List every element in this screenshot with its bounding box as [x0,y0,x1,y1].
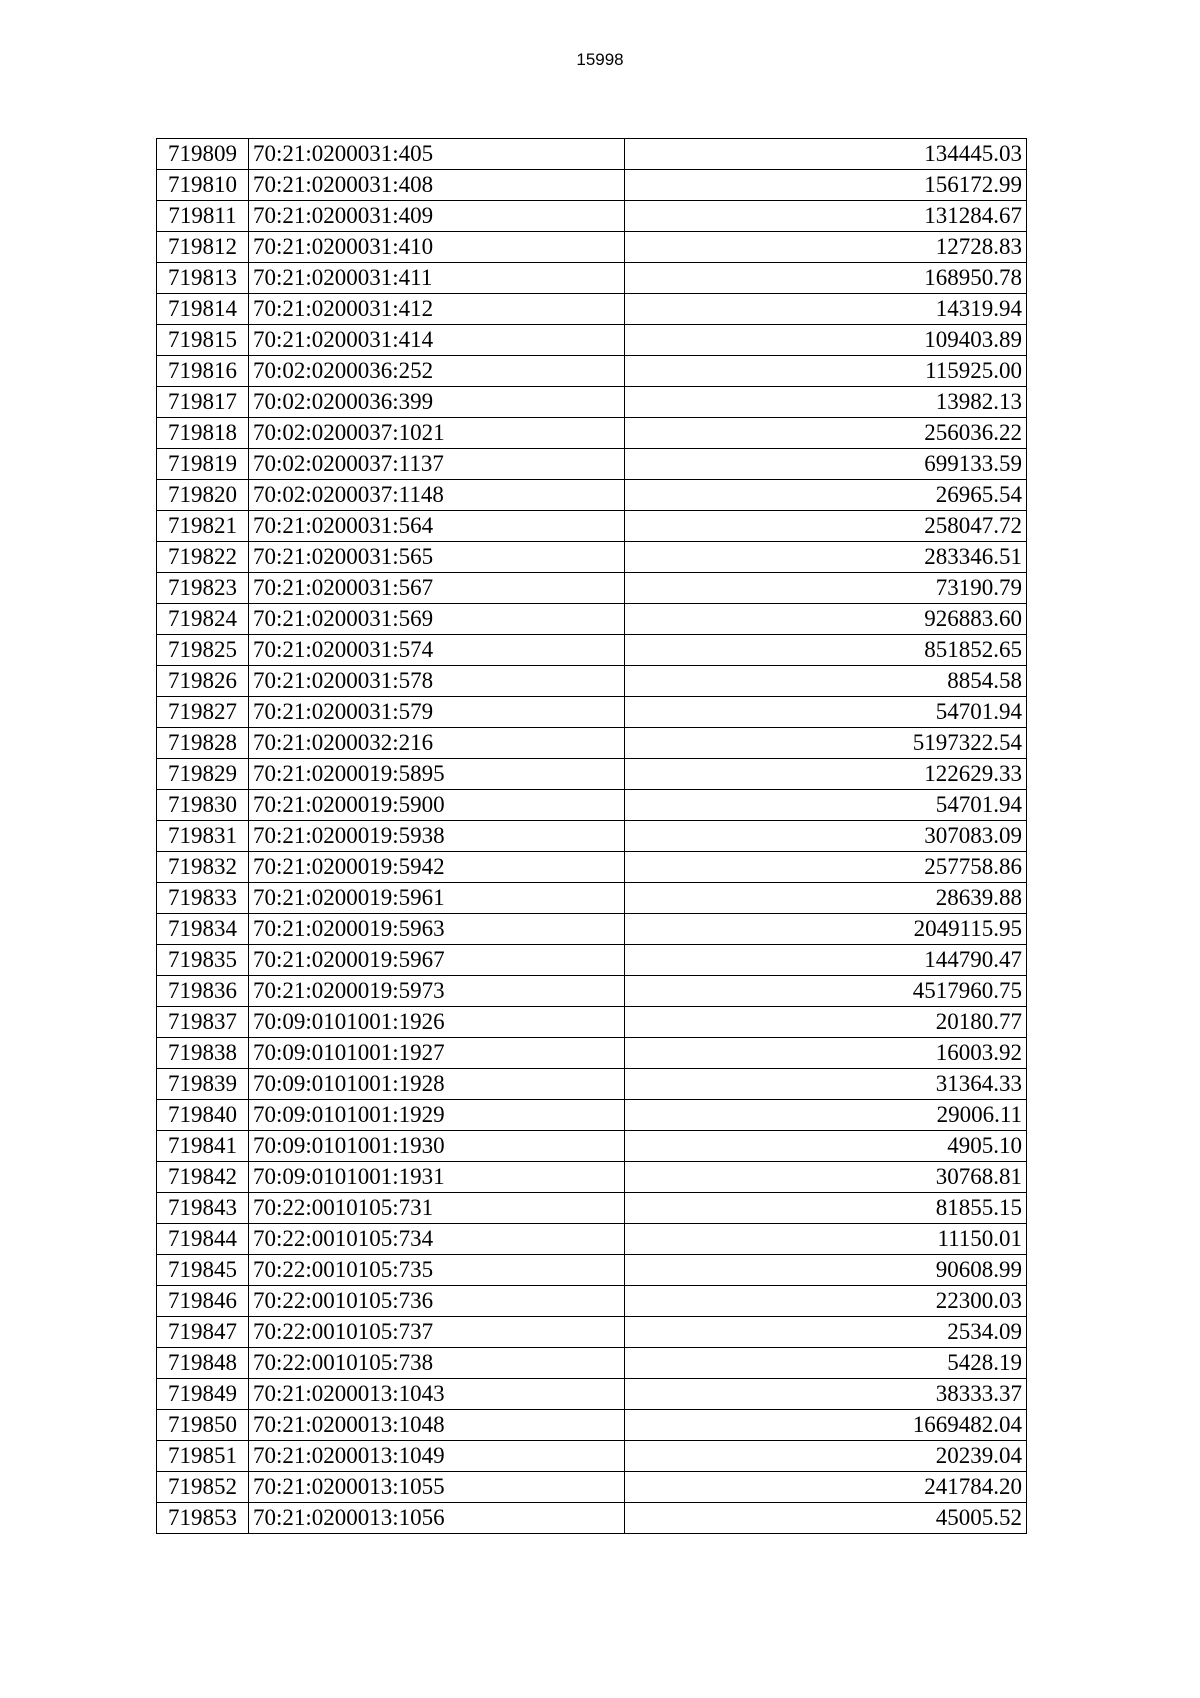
row-id-cell: 719846 [157,1286,249,1317]
cadastral-value-cell: 144790.47 [625,945,1027,976]
table-row [157,573,1027,604]
table-row [157,1224,1027,1255]
table-row [157,1255,1027,1286]
row-id-cell: 719847 [157,1317,249,1348]
table-row [157,1379,1027,1410]
table-row [157,480,1027,511]
cadastral-number-cell: 70:21:0200031:408 [249,170,625,201]
row-id-cell: 719848 [157,1348,249,1379]
cadastral-number-cell: 70:21:0200031:569 [249,604,625,635]
cadastral-value-cell: 5428.19 [625,1348,1027,1379]
cadastral-value-cell: 699133.59 [625,449,1027,480]
cadastral-value-cell: 45005.52 [625,1503,1027,1534]
cadastral-value-cell: 168950.78 [625,263,1027,294]
row-id-cell: 719853 [157,1503,249,1534]
row-id-cell: 719845 [157,1255,249,1286]
cadastral-number-cell: 70:21:0200031:567 [249,573,625,604]
cadastral-number-cell: 70:22:0010105:736 [249,1286,625,1317]
table-row [157,976,1027,1007]
row-id-cell: 719850 [157,1410,249,1441]
row-id-cell: 719829 [157,759,249,790]
cadastral-number-cell: 70:21:0200031:410 [249,232,625,263]
row-id-cell: 719834 [157,914,249,945]
table-row [157,1162,1027,1193]
cadastral-number-cell: 70:02:0200037:1021 [249,418,625,449]
cadastral-value-cell: 11150.01 [625,1224,1027,1255]
table-row [157,697,1027,728]
row-id-cell: 719832 [157,852,249,883]
cadastral-number-cell: 70:09:0101001:1930 [249,1131,625,1162]
cadastral-value-cell: 4517960.75 [625,976,1027,1007]
cadastral-number-cell: 70:21:0200019:5900 [249,790,625,821]
table-body [157,139,1027,1534]
table-row [157,1286,1027,1317]
row-id-cell: 719812 [157,232,249,263]
cadastral-number-cell: 70:21:0200013:1055 [249,1472,625,1503]
cadastral-value-table-container [156,138,1026,1534]
cadastral-number-cell: 70:21:0200031:412 [249,294,625,325]
row-id-cell: 719809 [157,139,249,170]
cadastral-value-cell: 29006.11 [625,1100,1027,1131]
row-id-cell: 719823 [157,573,249,604]
cadastral-value-cell: 54701.94 [625,790,1027,821]
cadastral-value-cell: 156172.99 [625,170,1027,201]
cadastral-value-cell: 73190.79 [625,573,1027,604]
cadastral-number-cell: 70:21:0200032:216 [249,728,625,759]
row-id-cell: 719814 [157,294,249,325]
table-row [157,263,1027,294]
table-row [157,1100,1027,1131]
cadastral-number-cell: 70:22:0010105:735 [249,1255,625,1286]
cadastral-value-cell: 4905.10 [625,1131,1027,1162]
cadastral-value-cell: 241784.20 [625,1472,1027,1503]
cadastral-value-cell: 926883.60 [625,604,1027,635]
cadastral-value-cell: 283346.51 [625,542,1027,573]
row-id-cell: 719843 [157,1193,249,1224]
row-id-cell: 719827 [157,697,249,728]
cadastral-number-cell: 70:09:0101001:1928 [249,1069,625,1100]
row-id-cell: 719826 [157,666,249,697]
row-id-cell: 719842 [157,1162,249,1193]
row-id-cell: 719824 [157,604,249,635]
row-id-cell: 719851 [157,1441,249,1472]
cadastral-number-cell: 70:21:0200031:578 [249,666,625,697]
table-row [157,1069,1027,1100]
cadastral-value-cell: 122629.33 [625,759,1027,790]
table-row [157,1007,1027,1038]
cadastral-number-cell: 70:21:0200031:409 [249,201,625,232]
row-id-cell: 719849 [157,1379,249,1410]
cadastral-number-cell: 70:21:0200031:411 [249,263,625,294]
cadastral-value-cell: 28639.88 [625,883,1027,914]
table-row [157,1193,1027,1224]
table-row [157,201,1027,232]
table-row [157,1472,1027,1503]
cadastral-value-cell: 131284.67 [625,201,1027,232]
table-row [157,232,1027,263]
row-id-cell: 719821 [157,511,249,542]
cadastral-number-cell: 70:02:0200037:1137 [249,449,625,480]
table-row [157,1038,1027,1069]
cadastral-number-cell: 70:22:0010105:737 [249,1317,625,1348]
cadastral-value-cell: 20239.04 [625,1441,1027,1472]
table-row [157,604,1027,635]
table-row [157,759,1027,790]
cadastral-number-cell: 70:21:0200019:5942 [249,852,625,883]
table-row [157,449,1027,480]
cadastral-value-cell: 38333.37 [625,1379,1027,1410]
row-id-cell: 719838 [157,1038,249,1069]
cadastral-value-cell: 81855.15 [625,1193,1027,1224]
cadastral-value-cell: 26965.54 [625,480,1027,511]
row-id-cell: 719831 [157,821,249,852]
cadastral-number-cell: 70:21:0200019:5963 [249,914,625,945]
cadastral-value-cell: 31364.33 [625,1069,1027,1100]
cadastral-number-cell: 70:22:0010105:731 [249,1193,625,1224]
cadastral-value-cell: 90608.99 [625,1255,1027,1286]
table-row [157,294,1027,325]
row-id-cell: 719852 [157,1472,249,1503]
table-row [157,728,1027,759]
table-row [157,635,1027,666]
cadastral-number-cell: 70:21:0200031:564 [249,511,625,542]
table-row [157,170,1027,201]
cadastral-value-cell: 307083.09 [625,821,1027,852]
cadastral-value-cell: 12728.83 [625,232,1027,263]
cadastral-number-cell: 70:02:0200037:1148 [249,480,625,511]
cadastral-number-cell: 70:21:0200019:5973 [249,976,625,1007]
cadastral-value-cell: 257758.86 [625,852,1027,883]
table-row [157,1131,1027,1162]
table-row [157,139,1027,170]
cadastral-value-cell: 256036.22 [625,418,1027,449]
table-row [157,542,1027,573]
cadastral-value-cell: 54701.94 [625,697,1027,728]
row-id-cell: 719841 [157,1131,249,1162]
table-row [157,914,1027,945]
cadastral-value-cell: 115925.00 [625,356,1027,387]
row-id-cell: 719811 [157,201,249,232]
row-id-cell: 719835 [157,945,249,976]
table-row [157,1348,1027,1379]
table-row [157,418,1027,449]
cadastral-value-cell: 8854.58 [625,666,1027,697]
cadastral-number-cell: 70:22:0010105:734 [249,1224,625,1255]
cadastral-number-cell: 70:21:0200019:5938 [249,821,625,852]
table-row [157,356,1027,387]
cadastral-number-cell: 70:21:0200019:5967 [249,945,625,976]
table-row [157,945,1027,976]
cadastral-number-cell: 70:21:0200031:579 [249,697,625,728]
table-row [157,1410,1027,1441]
cadastral-number-cell: 70:21:0200013:1043 [249,1379,625,1410]
cadastral-value-cell: 16003.92 [625,1038,1027,1069]
row-id-cell: 719833 [157,883,249,914]
cadastral-value-cell: 851852.65 [625,635,1027,666]
row-id-cell: 719844 [157,1224,249,1255]
row-id-cell: 719840 [157,1100,249,1131]
cadastral-value-cell: 2049115.95 [625,914,1027,945]
table-row [157,1317,1027,1348]
cadastral-value-cell: 20180.77 [625,1007,1027,1038]
table-row [157,852,1027,883]
cadastral-number-cell: 70:21:0200031:565 [249,542,625,573]
cadastral-number-cell: 70:21:0200013:1056 [249,1503,625,1534]
table-row [157,883,1027,914]
cadastral-value-cell: 30768.81 [625,1162,1027,1193]
cadastral-number-cell: 70:09:0101001:1929 [249,1100,625,1131]
table-row [157,325,1027,356]
cadastral-number-cell: 70:21:0200019:5961 [249,883,625,914]
row-id-cell: 719839 [157,1069,249,1100]
cadastral-value-cell: 109403.89 [625,325,1027,356]
row-id-cell: 719820 [157,480,249,511]
cadastral-number-cell: 70:02:0200036:252 [249,356,625,387]
cadastral-value-cell: 5197322.54 [625,728,1027,759]
row-id-cell: 719822 [157,542,249,573]
cadastral-value-cell: 22300.03 [625,1286,1027,1317]
table-row [157,790,1027,821]
table-row [157,821,1027,852]
cadastral-value-cell: 1669482.04 [625,1410,1027,1441]
table-row [157,387,1027,418]
cadastral-value-table [156,138,1027,1534]
cadastral-number-cell: 70:09:0101001:1926 [249,1007,625,1038]
row-id-cell: 719816 [157,356,249,387]
table-row [157,1441,1027,1472]
cadastral-number-cell: 70:09:0101001:1931 [249,1162,625,1193]
cadastral-number-cell: 70:21:0200031:574 [249,635,625,666]
page-number: 15998 [576,50,624,69]
cadastral-value-cell: 2534.09 [625,1317,1027,1348]
table-row [157,511,1027,542]
cadastral-value-cell: 13982.13 [625,387,1027,418]
row-id-cell: 719830 [157,790,249,821]
cadastral-value-cell: 14319.94 [625,294,1027,325]
row-id-cell: 719828 [157,728,249,759]
row-id-cell: 719813 [157,263,249,294]
cadastral-number-cell: 70:21:0200031:414 [249,325,625,356]
cadastral-value-cell: 258047.72 [625,511,1027,542]
row-id-cell: 719836 [157,976,249,1007]
table-row [157,1503,1027,1534]
row-id-cell: 719819 [157,449,249,480]
cadastral-number-cell: 70:21:0200013:1049 [249,1441,625,1472]
cadastral-number-cell: 70:21:0200019:5895 [249,759,625,790]
cadastral-number-cell: 70:09:0101001:1927 [249,1038,625,1069]
row-id-cell: 719818 [157,418,249,449]
row-id-cell: 719825 [157,635,249,666]
cadastral-number-cell: 70:22:0010105:738 [249,1348,625,1379]
row-id-cell: 719810 [157,170,249,201]
table-row [157,666,1027,697]
row-id-cell: 719815 [157,325,249,356]
row-id-cell: 719817 [157,387,249,418]
cadastral-value-cell: 134445.03 [625,139,1027,170]
cadastral-number-cell: 70:21:0200031:405 [249,139,625,170]
cadastral-number-cell: 70:02:0200036:399 [249,387,625,418]
row-id-cell: 719837 [157,1007,249,1038]
cadastral-number-cell: 70:21:0200013:1048 [249,1410,625,1441]
